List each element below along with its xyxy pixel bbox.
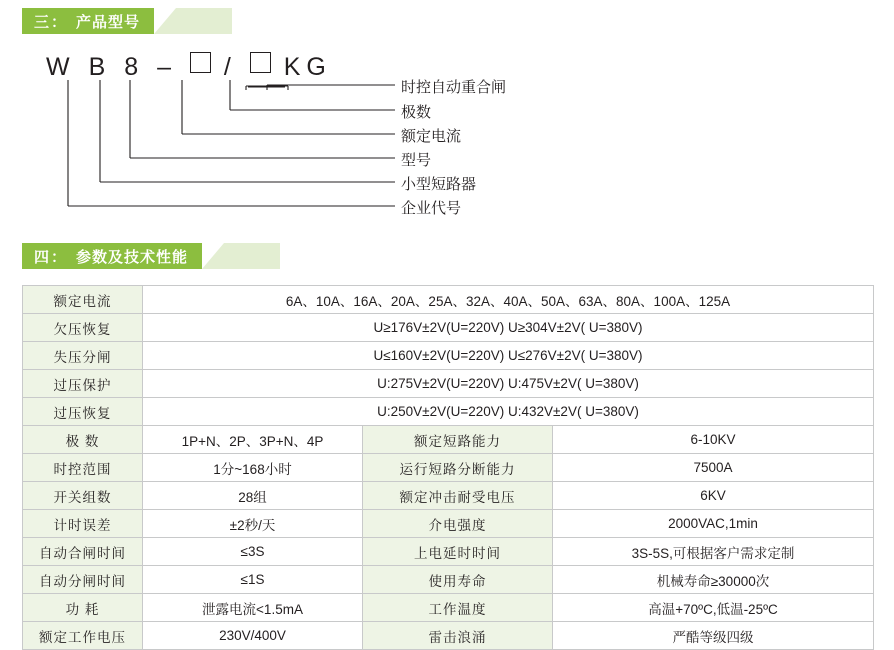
model-code-kg: KG <box>283 53 332 81</box>
section-header-model-tailband <box>176 8 232 34</box>
spec-value-timing-error: ±2秒/天 <box>143 510 363 538</box>
table-row <box>23 342 874 370</box>
spec-label-rated-current: 额定电流 <box>23 286 143 314</box>
table-row <box>23 510 874 538</box>
section-header-model <box>22 8 232 34</box>
table-row <box>23 426 874 454</box>
spec-label-service-life: 使用寿命 <box>363 566 553 594</box>
table-row <box>23 398 874 426</box>
spec-value-power-on-delay: 3S-5S,可根据客户需求定制 <box>553 538 874 566</box>
spec-label-auto-close-time: 自动合闸时间 <box>23 538 143 566</box>
spec-label-power-on-delay: 上电延时时间 <box>363 538 553 566</box>
model-code-b: B <box>88 53 112 81</box>
table-row <box>23 566 874 594</box>
spec-value-lightning-surge: 严酷等级四级 <box>553 622 874 650</box>
model-code-w: W <box>46 53 76 81</box>
spec-value-overvoltage-protect: U:275V±2V(U=220V) U:475V±2V( U=380V) <box>143 370 874 398</box>
spec-value-service-life: 机械寿命≥30000次 <box>553 566 874 594</box>
spec-label-working-temperature: 工作温度 <box>363 594 553 622</box>
section-title-model: 产品型号 <box>76 13 141 31</box>
spec-label-overvoltage-protect: 过压保护 <box>23 370 143 398</box>
table-row <box>23 370 874 398</box>
spec-label-poles: 极 数 <box>23 426 143 454</box>
spec-label-breaking-capacity: 运行短路分断能力 <box>363 454 553 482</box>
spec-value-switch-groups: 28组 <box>143 482 363 510</box>
spec-table <box>22 285 874 650</box>
section-header-spec-bar <box>22 243 202 269</box>
section-header-spec-tailband <box>224 243 280 269</box>
spec-value-undervoltage-recovery: U≥176V±2V(U=220V) U≥304V±2V( U=380V) <box>143 314 874 342</box>
model-code-slash: / <box>223 53 237 81</box>
spec-label-timing-error: 计时误差 <box>23 510 143 538</box>
model-code-dash: – <box>157 53 177 81</box>
spec-label-power-consumption: 功 耗 <box>23 594 143 622</box>
spec-value-auto-close-time: ≤3S <box>143 538 363 566</box>
callout-rated-current: 额定电流 <box>401 128 462 145</box>
spec-label-auto-open-time: 自动分闸时间 <box>23 566 143 594</box>
table-row <box>23 454 874 482</box>
section-number-spec: 四： <box>34 248 69 266</box>
spec-label-undervoltage-recovery: 欠压恢复 <box>23 314 143 342</box>
spec-value-rated-voltage: 230V/400V <box>143 622 363 650</box>
spec-value-poles: 1P+N、2P、3P+N、4P <box>143 426 363 454</box>
spec-value-auto-open-time: ≤1S <box>143 566 363 594</box>
section-header-spec <box>22 243 280 269</box>
spec-label-lightning-surge: 雷击浪涌 <box>363 622 553 650</box>
spec-value-working-temperature: 高温+70ºC,低温-25ºC <box>553 594 874 622</box>
section-number-model: 三： <box>34 13 69 31</box>
spec-label-rated-voltage: 额定工作电压 <box>23 622 143 650</box>
spec-label-impulse-withstand: 额定冲击耐受电压 <box>363 482 553 510</box>
spec-value-time-range: 1分~168小时 <box>143 454 363 482</box>
table-row <box>23 286 874 314</box>
model-diagram <box>0 40 894 225</box>
spec-label-overvoltage-recovery: 过压恢复 <box>23 398 143 426</box>
spec-table-wrap <box>22 285 874 650</box>
table-row <box>23 594 874 622</box>
spec-label-dielectric-strength: 介电强度 <box>363 510 553 538</box>
callout-company-code: 企业代号 <box>401 200 462 217</box>
model-code-8: 8 <box>124 53 145 81</box>
table-row <box>23 622 874 650</box>
table-row <box>23 314 874 342</box>
spec-label-time-range: 时控范围 <box>23 454 143 482</box>
table-row <box>23 482 874 510</box>
spec-label-rated-short-circuit: 额定短路能力 <box>363 426 553 454</box>
spec-value-impulse-withstand: 6KV <box>553 482 874 510</box>
callout-mini-breaker: 小型短路器 <box>401 176 477 193</box>
callout-model: 型号 <box>401 152 432 169</box>
spec-label-voltage-loss-trip: 失压分闸 <box>23 342 143 370</box>
spec-value-overvoltage-recovery: U:250V±2V(U=220V) U:432V±2V( U=380V) <box>143 398 874 426</box>
spec-value-rated-current: 6A、10A、16A、20A、25A、32A、40A、50A、63A、80A、100A、125A <box>143 286 874 314</box>
callout-auto-reclose: 时控自动重合闸 <box>401 79 507 96</box>
section-header-model-tail <box>154 8 176 34</box>
spec-value-dielectric-strength: 2000VAC,1min <box>553 510 874 538</box>
spec-value-power-consumption: 泄露电流<1.5mA <box>143 594 363 622</box>
callout-poles: 极数 <box>401 104 432 121</box>
spec-value-breaking-capacity: 7500A <box>553 454 874 482</box>
section-header-spec-tail <box>202 243 224 269</box>
spec-label-switch-groups: 开关组数 <box>23 482 143 510</box>
table-row <box>23 538 874 566</box>
spec-value-voltage-loss-trip: U≤160V±2V(U=220V) U≤276V±2V( U=380V) <box>143 342 874 370</box>
section-title-spec: 参数及技术性能 <box>76 248 189 266</box>
section-header-model-bar <box>22 8 154 34</box>
spec-value-rated-short-circuit: 6-10KV <box>553 426 874 454</box>
